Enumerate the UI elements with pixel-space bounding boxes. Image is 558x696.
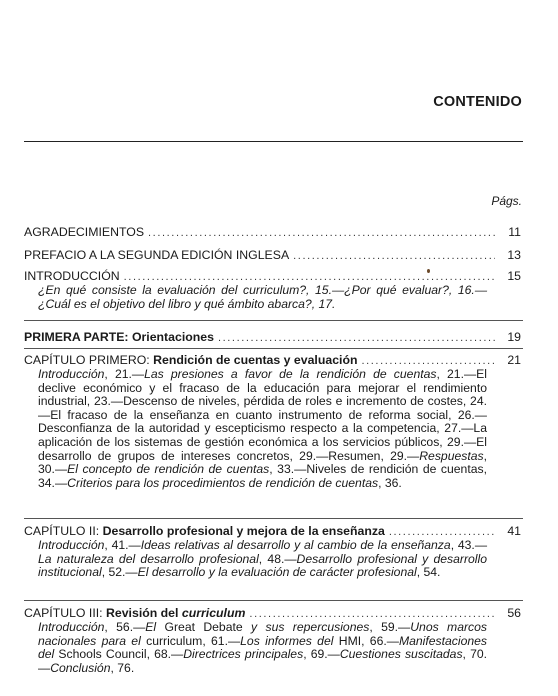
toc-subsection-text: , 59.— xyxy=(369,620,411,634)
toc-entry-primera-parte[interactable] xyxy=(24,329,521,345)
toc-page-number: 15 xyxy=(507,269,521,283)
toc-subsection-text: ¿Por qué evaluar?, 16.— xyxy=(344,283,488,297)
toc-subsection-text: Ideas relativas al desarrollo y al cambio de la enseñanza xyxy=(140,538,451,552)
toc-entry-label xyxy=(24,605,245,621)
toc-subsection-text: Respuestas xyxy=(419,448,484,463)
section-divider xyxy=(24,348,523,349)
toc-subsection-text: Cuestiones suscitadas xyxy=(339,647,463,662)
toc-subsection-text: Los informes del xyxy=(240,633,339,648)
toc-entry-label: AGRADECIMIENTOS xyxy=(24,225,145,239)
toc-subsection-text: , 52.— xyxy=(101,565,138,580)
toc-entry-label: INTRODUCCIÓN xyxy=(24,269,120,283)
toc-subsection-text: curriculum, 61.— xyxy=(146,633,241,648)
toc-page-number: 19 xyxy=(507,330,521,344)
toc-page-number: 11 xyxy=(508,225,521,239)
leader-dots xyxy=(293,248,495,264)
chapter-title: Rendición de cuentas y evaluación xyxy=(153,353,358,367)
pages-column-label: Págs. xyxy=(491,194,522,208)
toc-entry-label: PREFACIO A LA SEGUNDA EDICIÓN INGLESA xyxy=(24,248,290,262)
chapter-title: Desarrollo profesional y mejora de la enseñanza xyxy=(102,524,385,538)
toc-entry-label: PRIMERA PARTE: Orientaciones xyxy=(24,330,214,344)
title-rule xyxy=(24,141,523,142)
toc-subsection-text: Great Debate xyxy=(164,620,243,634)
toc-subsection-text: El concepto de rendición de cuentas xyxy=(67,462,270,477)
toc-entry-agradecimientos[interactable] xyxy=(24,224,521,240)
section-divider xyxy=(24,600,523,601)
toc-page-number: 41 xyxy=(507,524,521,538)
toc-entry-prefacio[interactable] xyxy=(24,247,521,263)
toc-subsection-text: , 70.— xyxy=(38,647,488,675)
toc-subsection-text: Unos marcos nacionales para el xyxy=(38,620,488,648)
toc-page-number: 21 xyxy=(507,353,521,367)
toc-subsection-text: El desarrollo y la evaluación de carácter profesional xyxy=(137,565,417,580)
toc-subsections-introduccion xyxy=(38,284,487,311)
toc-subsection-text: La naturaleza del desarrollo profesional xyxy=(38,551,259,566)
toc-subsection-text: , 48.— xyxy=(258,551,297,566)
toc-entry-capitulo-primero[interactable] xyxy=(24,352,521,368)
toc-subsection-text: HMI xyxy=(338,633,362,648)
chapter-title-italic: curriculum xyxy=(181,606,246,620)
toc-entry-introduccion[interactable] xyxy=(24,268,521,284)
toc-subsection-text: Desarrollo profesional y desarrollo institucional xyxy=(38,551,488,580)
toc-subsection-text: , 54. xyxy=(416,565,441,580)
toc-subsection-text: , 56.— xyxy=(104,620,146,634)
toc-subsection-text: Criterios para los procedimientos de rendición de cuentas xyxy=(67,475,379,490)
toc-subsection-text: , 43.— xyxy=(450,538,488,552)
toc-page-number: 56 xyxy=(507,606,521,620)
toc-subsection-text: Directrices principales xyxy=(183,647,304,662)
toc-subsections-capitulo-ii xyxy=(38,539,487,580)
page-title: CONTENIDO xyxy=(433,94,522,110)
toc-subsection-text: Conclusión xyxy=(50,660,111,675)
toc-subsections-capitulo-primero xyxy=(38,368,487,490)
toc-entry-capitulo-ii[interactable] xyxy=(24,523,521,539)
toc-subsection-text: Introducción xyxy=(38,620,105,634)
toc-subsection-text: ¿Cuál es el objetivo del libro y qué ámbito abarca?, 17. xyxy=(38,296,336,311)
toc-subsection-text: , 21.—El declive económico y el fracaso de la educación para mejorar el rendimiento industrial, 23.—Descenso de niveles, pérdida de roles e incremento de costes, 24.—El fracaso de la enseñanza en cuanto instrumento de reforma social, 26.—Desconfianza de la autoridad y escepticismo respecto a la competencia, 27.—La aplicación de los sistemas de gestión económica a los servicios públicos, 29.—El desarrollo de grupos de intereses concretos, 29.—Resumen, 29.— xyxy=(38,367,487,463)
toc-entry-label xyxy=(24,352,357,368)
toc-page-number: 13 xyxy=(507,248,521,262)
section-divider xyxy=(24,518,523,519)
toc-subsection-text: ¿En qué consiste la evaluación del curriculum?, 15.— xyxy=(38,283,345,297)
toc-subsection-text: , 21.— xyxy=(104,367,145,381)
toc-subsection-text: , 30.— xyxy=(38,448,487,477)
ink-spot xyxy=(427,269,430,273)
toc-subsection-text: Schools Council xyxy=(58,647,147,662)
toc-subsection-text: , 33.—Niveles de rendición de cuentas, 34.— xyxy=(38,462,487,490)
toc-entry-label xyxy=(24,523,385,539)
chapter-title: Revisión del xyxy=(106,606,182,620)
toc-subsection-text: y sus repercusiones xyxy=(242,620,370,634)
toc-subsection-text: , 69.— xyxy=(303,647,340,662)
toc-subsection-text: , 76. xyxy=(110,660,135,675)
toc-subsection-text: El xyxy=(145,620,165,634)
toc-subsection-text: , 41.— xyxy=(104,538,141,552)
chapter-prefix: CAPÍTULO II: xyxy=(24,524,103,538)
toc-subsection-text: , 66.— xyxy=(361,633,399,648)
toc-entry-capitulo-iii[interactable] xyxy=(24,605,521,621)
toc-subsection-text: Introducción xyxy=(38,538,105,552)
chapter-prefix: CAPÍTULO PRIMERO: xyxy=(24,353,154,367)
toc-subsections-capitulo-iii xyxy=(38,621,487,675)
toc-subsection-text: , 68.— xyxy=(146,647,184,662)
section-divider xyxy=(24,320,523,321)
toc-subsection-text: , 36. xyxy=(378,475,402,490)
chapter-prefix: CAPÍTULO III: xyxy=(24,606,106,620)
leader-dots xyxy=(148,225,495,241)
toc-subsection-text: Introducción xyxy=(38,367,105,381)
toc-subsection-text: Manifestaciones del xyxy=(38,633,488,662)
leader-dots xyxy=(218,330,495,346)
toc-subsection-text: Las presiones a favor de la rendición de cuentas xyxy=(144,367,437,381)
